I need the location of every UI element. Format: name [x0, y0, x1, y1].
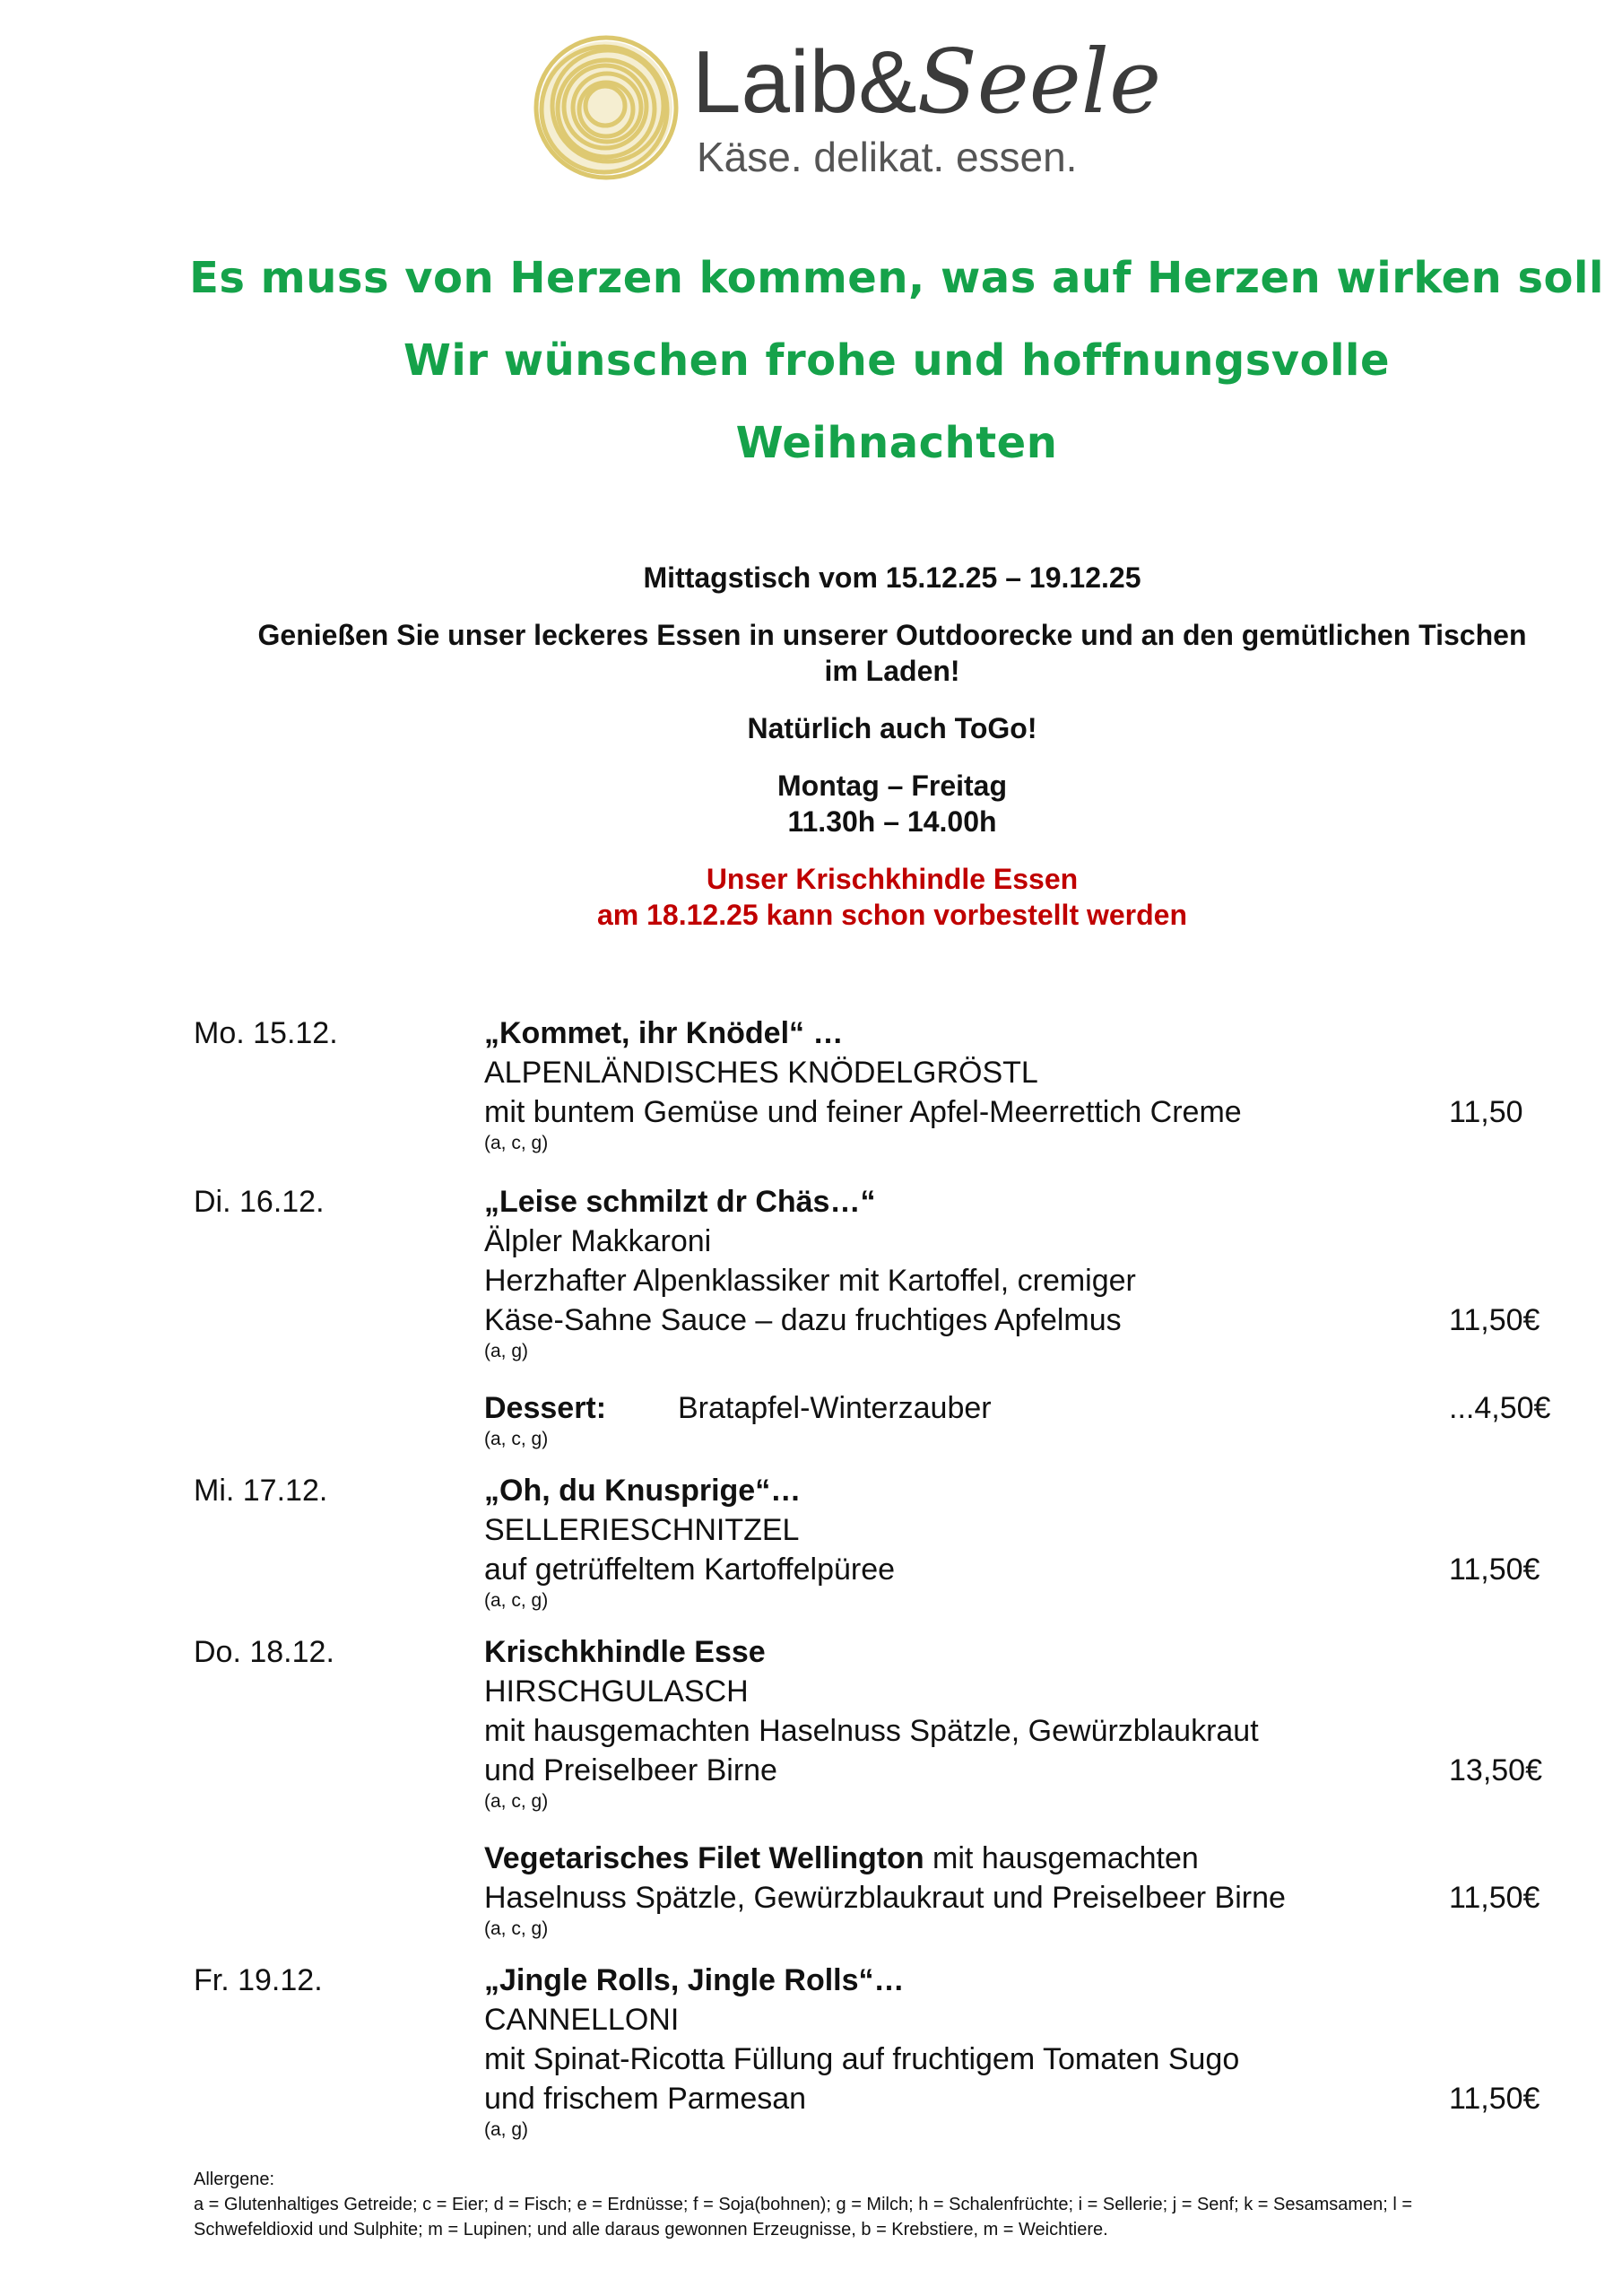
dish-title: Krischkhindle Esse: [484, 1635, 766, 1669]
headline-1: Es muss von Herzen kommen, was auf Herzen wirken soll: [189, 253, 1604, 303]
dish-name: Älpler Makkaroni: [484, 1224, 712, 1258]
veg-dish-title: Vegetarisches Filet Wellington: [484, 1841, 924, 1875]
dish-name: CANNELLONI: [484, 2003, 680, 2037]
day-label: Di. 16.12.: [194, 1185, 325, 1219]
logo-name-part2: Seele: [916, 31, 1162, 134]
dish-description: mit hausgemachten Haselnuss Spätzle, Gewürzblaukraut: [484, 1714, 1259, 1748]
dish-description-2: und frischem Parmesan: [484, 2082, 807, 2116]
day-label: Fr. 19.12.: [194, 1963, 323, 1997]
allergen-legend-line-1: a = Glutenhaltiges Getreide; c = Eier; d = Fisch; e = Erdnüsse; f = Soja(bohnen); g = Milch; h = Schalenfrüchte; i = Sellerie; j = Senf; k = Sesamsamen; l =: [194, 2195, 1413, 2214]
dish-name: HIRSCHGULASCH: [484, 1674, 749, 1709]
dish-description-2: Käse-Sahne Sauce – dazu fruchtiges Apfelmus: [484, 1303, 1122, 1337]
togo-note: Natürlich auch ToGo!: [747, 712, 1037, 744]
day-label: Mi. 17.12.: [194, 1474, 328, 1508]
dish-description: mit buntem Gemüse und feiner Apfel-Meerrettich Creme: [484, 1095, 1242, 1129]
dish-description: Herzhafter Alpenklassiker mit Kartoffel, cremiger: [484, 1264, 1136, 1298]
allergen-codes: (a, c, g): [484, 1791, 549, 1812]
dish-description-2: und Preiselbeer Birne: [484, 1753, 777, 1787]
dish-description: mit Spinat-Ricotta Füllung auf fruchtigem Tomaten Sugo: [484, 2042, 1240, 2076]
special-note-1: Unser Krischkhindle Essen: [706, 863, 1079, 895]
dessert-label: Dessert:: [484, 1391, 607, 1425]
dessert-name: Bratapfel-Winterzauber: [678, 1391, 992, 1425]
dish-name: ALPENLÄNDISCHES KNÖDELGRÖSTL: [484, 1056, 1038, 1090]
dish-price: 11,50€: [1449, 1303, 1540, 1337]
day-label: Mo. 15.12.: [194, 1016, 338, 1050]
allergen-legend-line-2: Schwefeldioxid und Sulphite; m = Lupinen; und alle daraus gewonnen Erzeugnisse, b = Krebstiere, m = Weichtiere.: [194, 2220, 1108, 2239]
opening-days: Montag – Freitag: [776, 770, 1007, 802]
logo-name-part1: Laib: [692, 32, 859, 131]
enjoy-line-2: im Laden!: [824, 655, 960, 687]
allergen-legend-title: Allergene:: [194, 2170, 275, 2189]
veg-dish-price: 11,50€: [1449, 1881, 1540, 1915]
dish-title: „Jingle Rolls, Jingle Rolls“…: [484, 1963, 905, 1997]
dish-title: „Oh, du Knusprige“…: [484, 1474, 802, 1508]
dish-title: „Kommet, ihr Knödel“ …: [484, 1016, 844, 1050]
logo-tagline: Käse. delikat. essen.: [697, 134, 1078, 180]
veg-allergen-codes: (a, c, g): [484, 1918, 549, 1939]
dish-price: 11,50€: [1449, 1552, 1540, 1587]
dish-price: 11,50: [1449, 1095, 1523, 1129]
allergen-codes: (a, g): [484, 1341, 529, 1361]
dessert-price: ...4,50€: [1449, 1391, 1551, 1425]
dish-price: 11,50€: [1449, 2082, 1540, 2116]
headline-2: Wir wünschen frohe und hoffnungsvolle: [403, 335, 1391, 386]
dish-description: auf getrüffeltem Kartoffelpüree: [484, 1552, 896, 1587]
veg-dish-description: Haselnuss Spätzle, Gewürzblaukraut und Preiselbeer Birne: [484, 1881, 1286, 1915]
brand-logo: [531, 27, 1162, 180]
day-label: Do. 18.12.: [194, 1635, 334, 1669]
allergen-codes: (a, c, g): [484, 1590, 549, 1611]
dish-price: 13,50€: [1449, 1753, 1542, 1787]
veg-dish-rest: mit hausgemachten: [924, 1841, 1199, 1875]
allergen-codes: (a, g): [484, 2119, 529, 2140]
enjoy-line-1: Genießen Sie unser leckeres Essen in unserer Outdoorecke und an den gemütlichen Tischen: [257, 619, 1527, 651]
dish-title: „Leise schmilzt dr Chäs…“: [484, 1185, 876, 1219]
dish-name: SELLERIESCHNITZEL: [484, 1513, 800, 1547]
headline-3: Weihnachten: [735, 418, 1058, 468]
veg-dish-line-1: [484, 1839, 1199, 1878]
dessert-allergen-codes: (a, c, g): [484, 1429, 549, 1449]
special-note-2: am 18.12.25 kann schon vorbestellt werden: [596, 899, 1188, 931]
week-range: Mittagstisch vom 15.12.25 – 19.12.25: [643, 561, 1141, 594]
allergen-legend: [194, 2167, 1592, 2242]
logo-ring-icon: [531, 32, 681, 183]
logo-name: [692, 32, 1161, 132]
opening-hours: 11.30h – 14.00h: [787, 805, 997, 838]
logo-ampersand: &: [858, 32, 917, 131]
allergen-codes: (a, c, g): [484, 1133, 549, 1153]
